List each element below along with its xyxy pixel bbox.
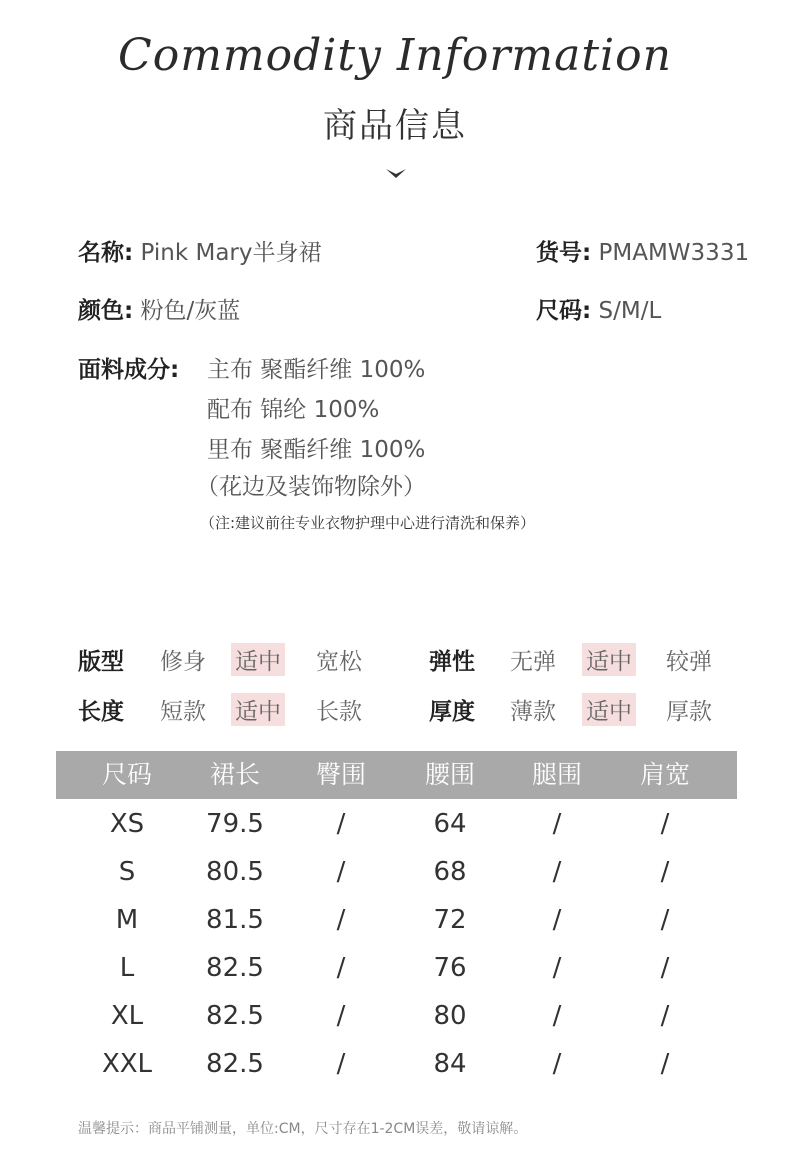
column-header: 肩宽: [639, 760, 690, 789]
page-title-chinese: 商品信息: [323, 106, 467, 146]
product-size-label: 尺码:: [536, 298, 592, 324]
chevron-down-icon: [385, 168, 407, 180]
table-cell: 80.5: [206, 857, 264, 887]
attr-label-elasticity: 弹性: [429, 649, 475, 675]
attr-label-fit: 版型: [78, 649, 124, 675]
table-cell: /: [336, 953, 346, 983]
table-cell: 79.5: [206, 809, 264, 839]
fabric-label: 面料成分:: [78, 357, 180, 383]
table-cell: /: [552, 1001, 562, 1031]
attr-option: 宽松: [316, 649, 362, 675]
product-name: [78, 234, 321, 267]
table-cell: 82.5: [206, 1001, 264, 1031]
column-header: 腿围: [531, 760, 582, 789]
table-cell: 64: [433, 809, 467, 839]
table-cell: /: [660, 905, 670, 935]
table-cell: /: [552, 809, 562, 839]
attr-option: 修身: [160, 649, 206, 675]
table-cell: 84: [433, 1049, 467, 1079]
table-cell: XL: [110, 1001, 144, 1031]
product-color: [78, 292, 240, 325]
fabric-label-row: [78, 351, 179, 384]
column-header: 裙长: [209, 760, 260, 789]
column-header: 腰围: [424, 760, 475, 789]
table-cell: /: [660, 857, 670, 887]
table-cell: /: [552, 905, 562, 935]
table-cell: S: [118, 857, 136, 887]
product-color-label: 颜色:: [78, 298, 134, 324]
attr-option-selected: 适中: [582, 643, 636, 676]
product-size-value: S/M/L: [598, 298, 662, 324]
table-cell: /: [336, 1049, 346, 1079]
attr-option: 较弹: [666, 649, 712, 675]
attr-option: 短款: [160, 699, 206, 725]
table-cell: XXL: [101, 1049, 153, 1079]
attr-option: 薄款: [510, 699, 556, 725]
table-cell: M: [115, 905, 139, 935]
measurement-note: 温馨提示：商品平铺测量，单位:CM，尺寸存在1-2CM误差，敬请谅解。: [78, 1121, 528, 1137]
table-cell: XS: [109, 809, 145, 839]
table-cell: /: [336, 857, 346, 887]
table-cell: /: [660, 1001, 670, 1031]
table-cell: 81.5: [206, 905, 264, 935]
table-cell: /: [552, 1049, 562, 1079]
product-color-value: 粉色/灰蓝: [140, 298, 241, 324]
table-cell: 76: [433, 953, 467, 983]
attr-label-length: 长度: [78, 699, 124, 725]
fabric-line: 里布 聚酯纤维 100%: [207, 437, 426, 463]
table-cell: /: [336, 809, 346, 839]
attr-option: 无弹: [510, 649, 556, 675]
fabric-line: 主布 聚酯纤维 100%: [207, 357, 426, 383]
care-note: （注:建议前往专业衣物护理中心进行清洗和保养）: [200, 514, 536, 532]
fabric-line: 配布 锦纶 100%: [207, 397, 380, 423]
table-cell: 68: [433, 857, 467, 887]
table-cell: 82.5: [206, 953, 264, 983]
column-header: 尺码: [101, 760, 152, 789]
attr-option-selected: 适中: [231, 643, 285, 676]
product-sku-label: 货号:: [536, 240, 592, 266]
product-sku-value: PMAMW3331: [598, 240, 750, 266]
product-name-label: 名称:: [78, 240, 134, 266]
page-title-english: Commodity Information: [118, 30, 672, 81]
product-size: [536, 292, 661, 325]
attr-option-selected: 适中: [582, 693, 636, 726]
size-table-header: [56, 751, 737, 799]
attr-option-selected: 适中: [231, 693, 285, 726]
table-cell: /: [660, 809, 670, 839]
table-cell: /: [552, 953, 562, 983]
attr-label-thickness: 厚度: [429, 699, 475, 725]
product-name-value: Pink Mary半身裙: [140, 240, 322, 266]
table-cell: 82.5: [206, 1049, 264, 1079]
table-cell: /: [552, 857, 562, 887]
table-cell: 72: [433, 905, 467, 935]
attr-option: 厚款: [666, 699, 712, 725]
table-cell: L: [119, 953, 135, 983]
table-cell: /: [336, 905, 346, 935]
table-cell: /: [336, 1001, 346, 1031]
table-cell: 80: [433, 1001, 467, 1031]
product-sku: [536, 234, 749, 267]
column-header: 臀围: [315, 760, 366, 789]
table-cell: /: [660, 953, 670, 983]
fabric-line: （花边及装饰物除外）: [196, 474, 426, 500]
attr-option: 长款: [316, 699, 362, 725]
table-cell: /: [660, 1049, 670, 1079]
